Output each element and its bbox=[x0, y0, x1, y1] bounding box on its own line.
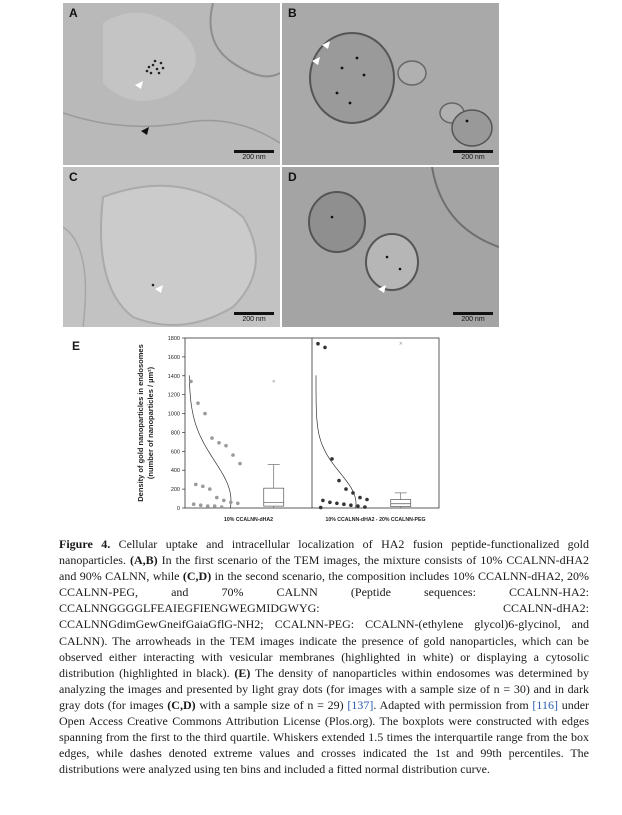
caption-label: Figure 4. bbox=[59, 537, 111, 551]
y-tick-label: 200 bbox=[170, 487, 180, 494]
tem-panel-d bbox=[282, 167, 499, 327]
y-tick-label: 1000 bbox=[167, 411, 180, 418]
panel-letter-e: E bbox=[72, 339, 81, 353]
data-point bbox=[192, 502, 196, 506]
data-point bbox=[328, 501, 332, 505]
y-tick-label: 400 bbox=[170, 468, 180, 475]
density-chart-svg bbox=[63, 332, 443, 530]
data-point bbox=[208, 487, 212, 491]
data-point bbox=[363, 505, 367, 509]
data-point bbox=[217, 441, 221, 445]
y-tick-label: 1800 bbox=[167, 336, 180, 342]
data-point bbox=[229, 501, 233, 505]
caption-ref-cd: (C,D) bbox=[182, 569, 212, 584]
data-point bbox=[189, 380, 193, 384]
y-tick-label: 1200 bbox=[167, 392, 180, 399]
density-chart bbox=[63, 332, 443, 530]
data-point bbox=[220, 505, 224, 509]
y-tick-label: 1600 bbox=[167, 354, 180, 361]
data-point bbox=[344, 487, 348, 491]
data-point bbox=[203, 412, 207, 416]
data-point bbox=[319, 506, 323, 510]
data-point bbox=[236, 502, 240, 506]
citation-116[interactable]: [116] bbox=[532, 697, 558, 712]
data-point bbox=[210, 436, 214, 440]
data-point bbox=[206, 504, 210, 508]
scale-bar-c: 200 nm bbox=[234, 312, 274, 323]
data-point bbox=[358, 496, 362, 500]
y-axis-label-1: Density of gold nanoparticles in endosomes bbox=[136, 344, 145, 502]
caption-text-6: under Open Access Creative Commons Attribution License (Plos.org). The boxplots were constructed with edges spanning from the first to the third quartile. Whiskers extended 1.5 times the interquartile range from the box edges, while dashes denoted extreme values and crosses indicated the 1st and 99th percentiles. The distributions were analyzed using ten bins and included a fitted normal distribution curve. bbox=[59, 697, 590, 777]
data-point bbox=[321, 499, 325, 503]
data-point bbox=[365, 498, 369, 502]
caption-text-2: in the second scenario, the composition includes 10% CCALNN-dHA2, 20% CCALNN-PEG, and 70% CALNN (Peptide sequences: CCALNN-HA2: CCALNNGGGGLFEAIEGFIENGWEGMIDGWYG: CCALNN-dHA2: CCALNNGdimGewGneifGaiaGflG-NH2; CCALNN-PEG: CCALNN-(ethylene glycol)6-glycinol, and CALNN). The arrowheads in the TEM images indicate the presence of gold nanoparticles, which can be observed either interacting with vesicular membranes (highlighted in white) or displaying a cytosolic distribution (highlighted in black). bbox=[59, 569, 590, 680]
tem-panel-c bbox=[63, 167, 280, 327]
data-point bbox=[349, 503, 353, 507]
data-point bbox=[316, 342, 320, 346]
scale-bar-a: 200 nm bbox=[234, 150, 274, 161]
box bbox=[264, 488, 284, 506]
scale-bar-b: 200 nm bbox=[453, 150, 493, 161]
tem-panel-a bbox=[63, 3, 280, 165]
data-point bbox=[342, 502, 346, 506]
data-point bbox=[215, 496, 219, 500]
extreme-cross: × bbox=[271, 379, 276, 386]
x-group-label: 10% CCALNN-dHA2 bbox=[224, 517, 273, 523]
data-point bbox=[213, 504, 217, 508]
data-point bbox=[351, 491, 355, 495]
data-point bbox=[323, 346, 327, 350]
caption-text-1: In the first scenario of the TEM images, the mixture consists of 10% CCALNN-dHA2 and 90% CALNN, while bbox=[59, 553, 589, 584]
y-tick-label: 800 bbox=[170, 430, 180, 437]
y-tick-label: 600 bbox=[170, 449, 180, 456]
figure-caption bbox=[59, 536, 589, 777]
y-tick-label: 1400 bbox=[167, 373, 180, 380]
data-point bbox=[356, 504, 360, 508]
data-point bbox=[337, 479, 341, 483]
tem-image-c bbox=[63, 167, 280, 327]
panel-letter-d: D bbox=[288, 170, 297, 184]
tem-image-a bbox=[63, 3, 280, 165]
panel-letter-a: A bbox=[69, 6, 78, 20]
y-tick-label: 0 bbox=[176, 506, 180, 512]
caption-text-3: The density of nanoparticles within endosomes was determined by analyzing the images and presented by light gray dots (for images with a sample size of n = 30) and in dark gray dots (for images bbox=[59, 665, 590, 712]
data-point bbox=[231, 453, 235, 457]
tem-panel-b bbox=[282, 3, 499, 165]
extreme-cross: × bbox=[398, 341, 403, 348]
tem-image-b bbox=[282, 3, 499, 165]
data-point bbox=[199, 503, 203, 507]
citation-137[interactable]: [137] bbox=[347, 697, 374, 712]
caption-ref-ab: (A,B) bbox=[129, 553, 158, 568]
panel-letter-b: B bbox=[288, 6, 297, 20]
data-point bbox=[330, 457, 334, 461]
data-point bbox=[196, 401, 200, 405]
caption-title: Cellular uptake and intracellular localization of HA2 fusion peptide-functionalized gold nanoparticles. bbox=[59, 537, 589, 568]
data-point bbox=[224, 444, 228, 448]
panel-letter-c: C bbox=[69, 170, 78, 184]
scale-bar-d: 200 nm bbox=[453, 312, 493, 323]
caption-ref-cd-2: (C,D) bbox=[167, 697, 196, 712]
caption-text-4: with a sample size of n = 29) bbox=[199, 697, 344, 712]
tem-image-d bbox=[282, 167, 499, 327]
caption-ref-e: (E) bbox=[234, 665, 251, 680]
data-point bbox=[194, 483, 198, 487]
box bbox=[391, 500, 411, 507]
caption-text-5: . Adapted with permission from bbox=[373, 697, 529, 712]
data-point bbox=[201, 485, 205, 489]
data-point bbox=[222, 499, 226, 503]
data-point bbox=[238, 462, 242, 466]
data-point bbox=[335, 502, 339, 506]
fitted-normal-curve bbox=[316, 375, 356, 508]
x-group-label: 10% CCALNN-dHA2 - 20% CCALNN-PEG bbox=[325, 517, 426, 523]
y-axis-label-2: (number of nanoparticles / µm²) bbox=[146, 366, 155, 480]
